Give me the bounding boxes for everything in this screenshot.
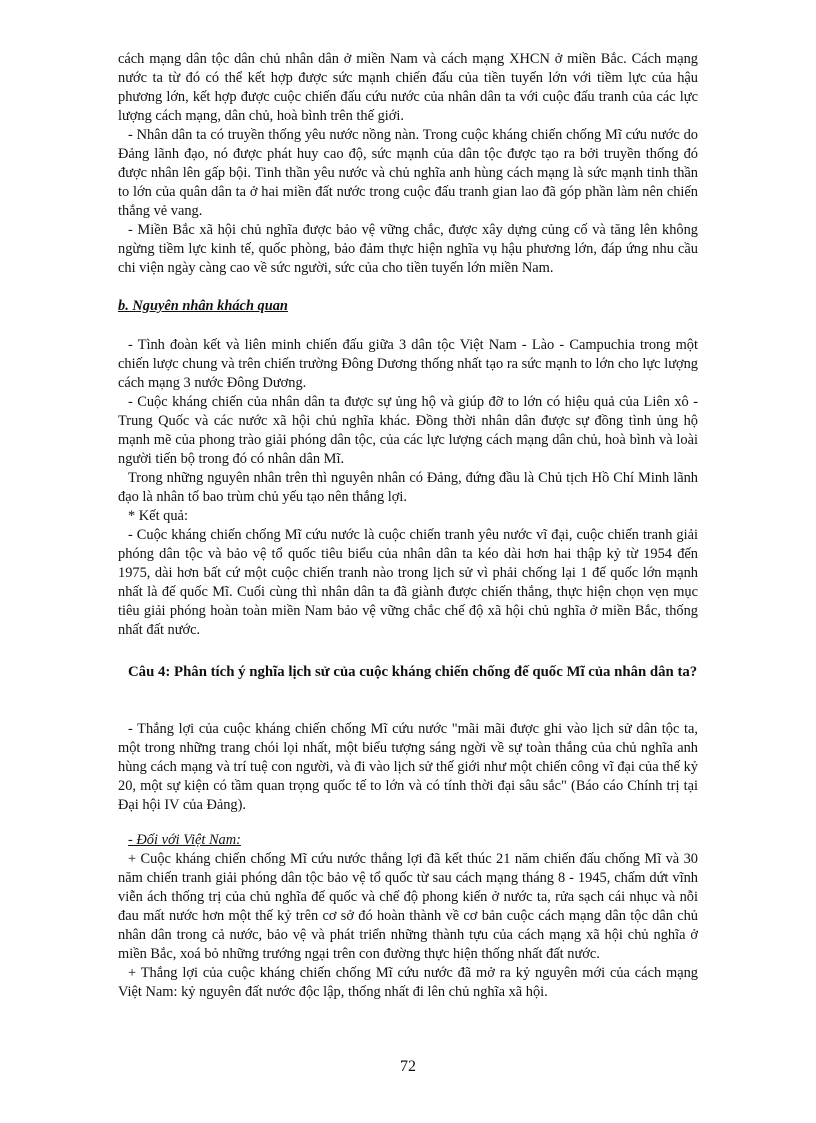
paragraph-indochina-alliance: - Tình đoàn kết và liên minh chiến đấu giữa 3 dân tộc Việt Nam - Lào - Campuchia trong một chiến lược chung và trên chiến trường Đông Dương thống nhất tạo ra sức mạnh to lớn cho lực lượng cách mạng 3 nước Đông Dương. — [118, 337, 698, 391]
result-label: * Kết quả: — [128, 508, 188, 524]
paragraph-new-era: + Thắng lợi của cuộc kháng chiến chống Mĩ cứu nước đã mở ra kỷ nguyên mới của cách mạng Việt Nam: kỷ nguyên đất nước độc lập, thống nhất đi lên chủ nghĩa xã hội. — [118, 965, 698, 1000]
paragraph-international-support: - Cuộc kháng chiến của nhân dân ta được sự ủng hộ và giúp đỡ to lớn có hiệu quả của Liên xô - Trung Quốc và các nước xã hội chủ nghĩa khác. Đồng thời nhân dân được sự đồng tình ủng hộ mạnh mẽ của phong trào giải phóng dân tộc, của các lực lượng cách mạng dân chủ, hoà bình và loài người tiến bộ trong đó có nhân dân Mĩ. — [118, 394, 698, 467]
section-heading-objective-causes: b. Nguyên nhân khách quan — [118, 298, 288, 314]
paragraph-end-of-war: + Cuộc kháng chiến chống Mĩ cứu nước thắng lợi đã kết thúc 21 năm chiến đấu chống Mĩ và 30 năm chiến tranh giải phóng dân tộc bảo vệ tổ quốc từ sau cách mạng tháng 8 - 1945, chấm dứt vĩnh viễn ách thống trị của chủ nghĩa đế quốc và chế độ phong kiến ở nước ta, rửa sạch cái nhục và nỗi đau mất nước hơn một thế kỷ trên cơ sở đó hoàn thành về cơ bản cuộc cách mạng dân tộc dân chủ nhân dân trong cả nước, bảo vệ và phát triển những thành tựu của cách mạng xã hội chủ nghĩa ở miền Bắc, xoá bỏ những trướng ngại trên con đường thực hiện thống nhất đất nước. — [118, 851, 698, 962]
page-content — [118, 50, 698, 1002]
paragraph-northern-rear: - Miền Bắc xã hội chủ nghĩa được bảo vệ vững chắc, được xây dựng củng cố và tăng lên không ngừng tiềm lực kinh tế, quốc phòng, bảo đảm thực hiện nghĩa vụ hậu phương lớn, đáp ứng nhu cầu chi viện ngày càng cao về sức người, sức của cho tiền tuyến lớn miền Nam. — [118, 222, 698, 276]
question-4-heading: Câu 4: Phân tích ý nghĩa lịch sử của cuộc kháng chiến chống đế quốc Mĩ của nhân dân ta? — [128, 664, 698, 680]
subheading-for-vietnam: - Đối với Việt Nam: — [128, 832, 241, 848]
paragraph-result: - Cuộc kháng chiến chống Mĩ cứu nước là cuộc chiến tranh yêu nước vĩ đại, cuộc chiến tranh giải phóng dân tộc và bảo vệ tổ quốc tiêu biểu của nhân dân ta kéo dài hơn hai thập kỷ từ 1954 đến 1975, dài hơn bất cứ một cuộc chiến tranh nào trong lịch sử vì phải chống lại 1 đế quốc lớn mạnh nhất là đế quốc Mĩ. Cuối cùng thì nhân dân ta đã giành được chiến thắng, thực hiện chọn vẹn mục tiêu giải phóng hoàn toàn miền Nam bảo vệ vững chắc chế độ xã hội chủ nghĩa ở miền Bắc, thống nhất đất nước. — [118, 527, 698, 638]
paragraph-victory-significance: - Thắng lợi của cuộc kháng chiến chống Mĩ cứu nước "mãi mãi được ghi vào lịch sử dân tộc ta, một trong những trang chói lọi nhất, một biểu tượng sáng ngời về sự toàn thắng của chủ nghĩa anh hùng cách mạng và trí tuệ con người, và đi vào lịch sử thế giới như một chiến công vĩ đại của thế kỷ 20, một sự kiện có tầm quan trọng quốc tế to lớn và có tính thời đại sâu sắc" (Báo cáo Chính trị tại Đại hội IV của Đảng). — [118, 721, 698, 813]
paragraph-revolution-combination: cách mạng dân tộc dân chủ nhân dân ở miền Nam và cách mạng XHCN ở miền Bắc. Cách mạng nước ta từ đó có thể kết hợp được sức mạnh chiến đấu của tiền tuyến lớn với tiềm lực của hậu phương lớn, kết hợp được cuộc chiến đấu cứu nước của nhân dân ta với cuộc đấu tranh của các lực lượng cách mạng, dân chủ, hoà bình trên thế giới. — [118, 51, 698, 124]
paragraph-patriotism-tradition: - Nhân dân ta có truyền thống yêu nước nồng nàn. Trong cuộc kháng chiến chống Mĩ cứu nước do Đảng lãnh đạo, nó được phát huy cao độ, sức mạnh của dân tộc được tạo ra bởi truyền thống đó được nhân lên gấp bội. Tinh thần yêu nước và chủ nghĩa anh hùng cách mạng là sức mạnh tinh thần to lớn của quân dân ta ở hai miền đất nước trong cuộc đấu tranh gian lao đã góp phần làm nên chiến thắng vẻ vang. — [118, 127, 698, 219]
page-number: 72 — [400, 1058, 416, 1075]
paragraph-party-leadership: Trong những nguyên nhân trên thì nguyên nhân có Đảng, đứng đầu là Chủ tịch Hồ Chí Minh lãnh đạo là nhân tố bao trùm chủ yếu tạo nên thắng lợi. — [118, 470, 698, 505]
